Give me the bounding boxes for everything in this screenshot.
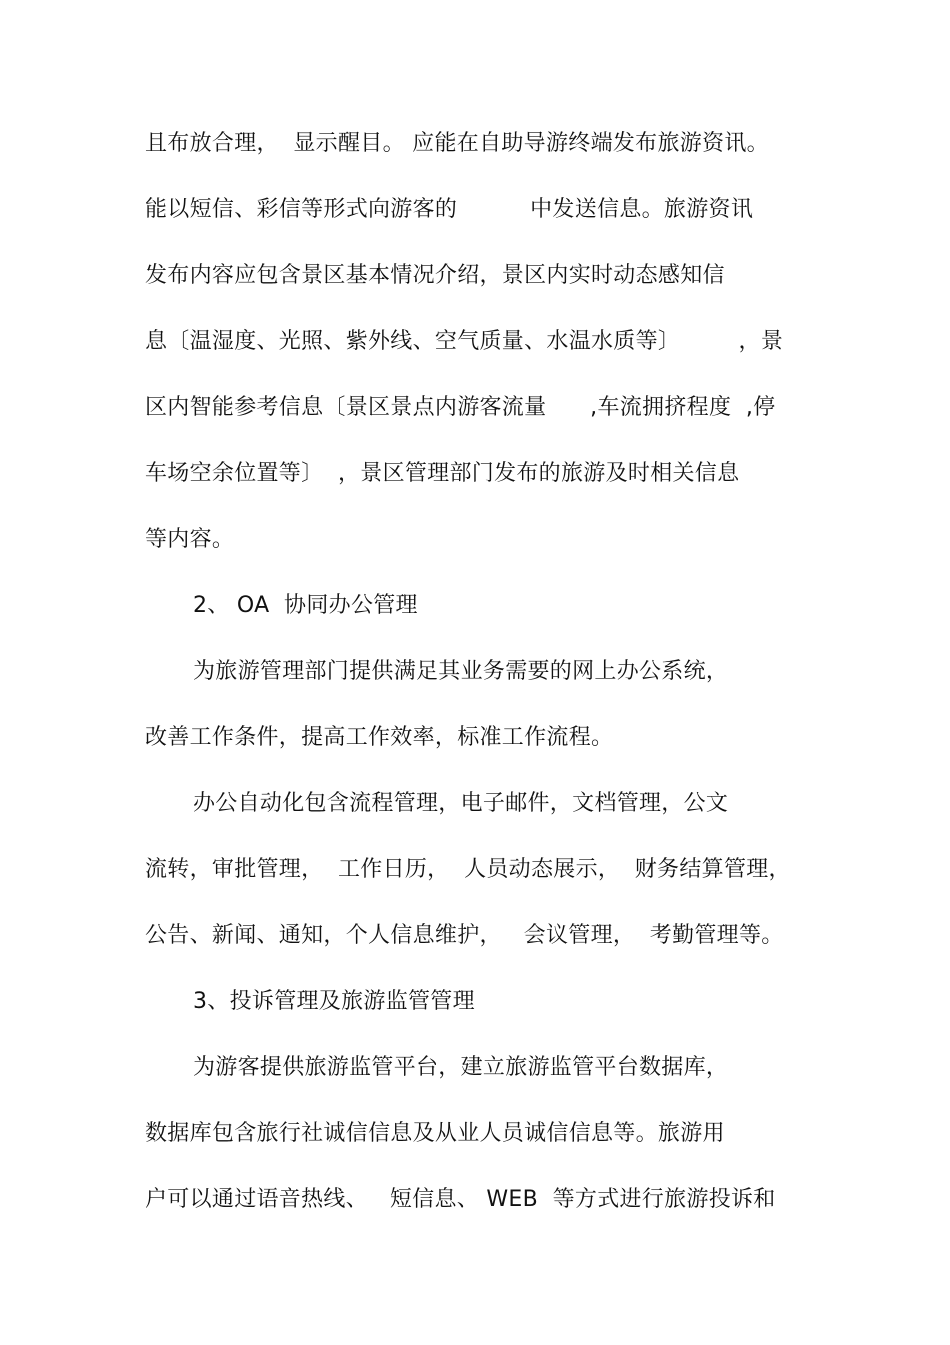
text-line: 为旅游管理部门提供满足其业务需要的网上办公系统， — [193, 659, 729, 684]
text-line: 改善工作条件，提高工作效率，标准工作流程。 — [145, 725, 614, 750]
text-line: 区内智能参考信息〔景区景点内游客流量 ,车流拥挤程度 ,停 — [145, 395, 776, 420]
text-line: 户可以通过语音热线、 短信息、 WEB 等方式进行旅游投诉和 — [145, 1187, 776, 1212]
text-line: 公告、新闻、通知，个人信息维护， 会议管理， 考勤管理等。 — [145, 923, 784, 948]
text-line: 办公自动化包含流程管理，电子邮件，文档管理，公文 — [193, 791, 729, 816]
text-line: 流转，审批管理， 工作日历， 人员动态展示， 财务结算管理， — [145, 857, 791, 882]
text-line: 为游客提供旅游监管平台，建立旅游监管平台数据库， — [193, 1055, 729, 1080]
text-line: 且布放合理， 显示醒目。 应能在自助导游终端发布旅游资讯。 — [145, 131, 769, 156]
section-heading: 3、投诉管理及旅游监管管理 — [193, 989, 475, 1014]
section-heading: 2、 OA 协同办公管理 — [193, 593, 418, 618]
text-line: 发布内容应包含景区基本情况介绍，景区内实时动态感知信 — [145, 263, 725, 288]
text-line: 等内容。 — [145, 527, 235, 552]
text-line: 车场空余位置等〕 ，景区管理部门发布的旅游及时相关信息 — [145, 461, 740, 486]
text-line: 息〔温湿度、光照、紫外线、空气质量、水温水质等〕 ，景 — [145, 329, 784, 354]
text-line: 能以短信、彩信等形式向游客的 中发送信息。旅游资讯 — [145, 197, 754, 222]
text-line: 数据库包含旅行社诚信信息及从业人员诚信信息等。旅游用 — [145, 1121, 725, 1146]
